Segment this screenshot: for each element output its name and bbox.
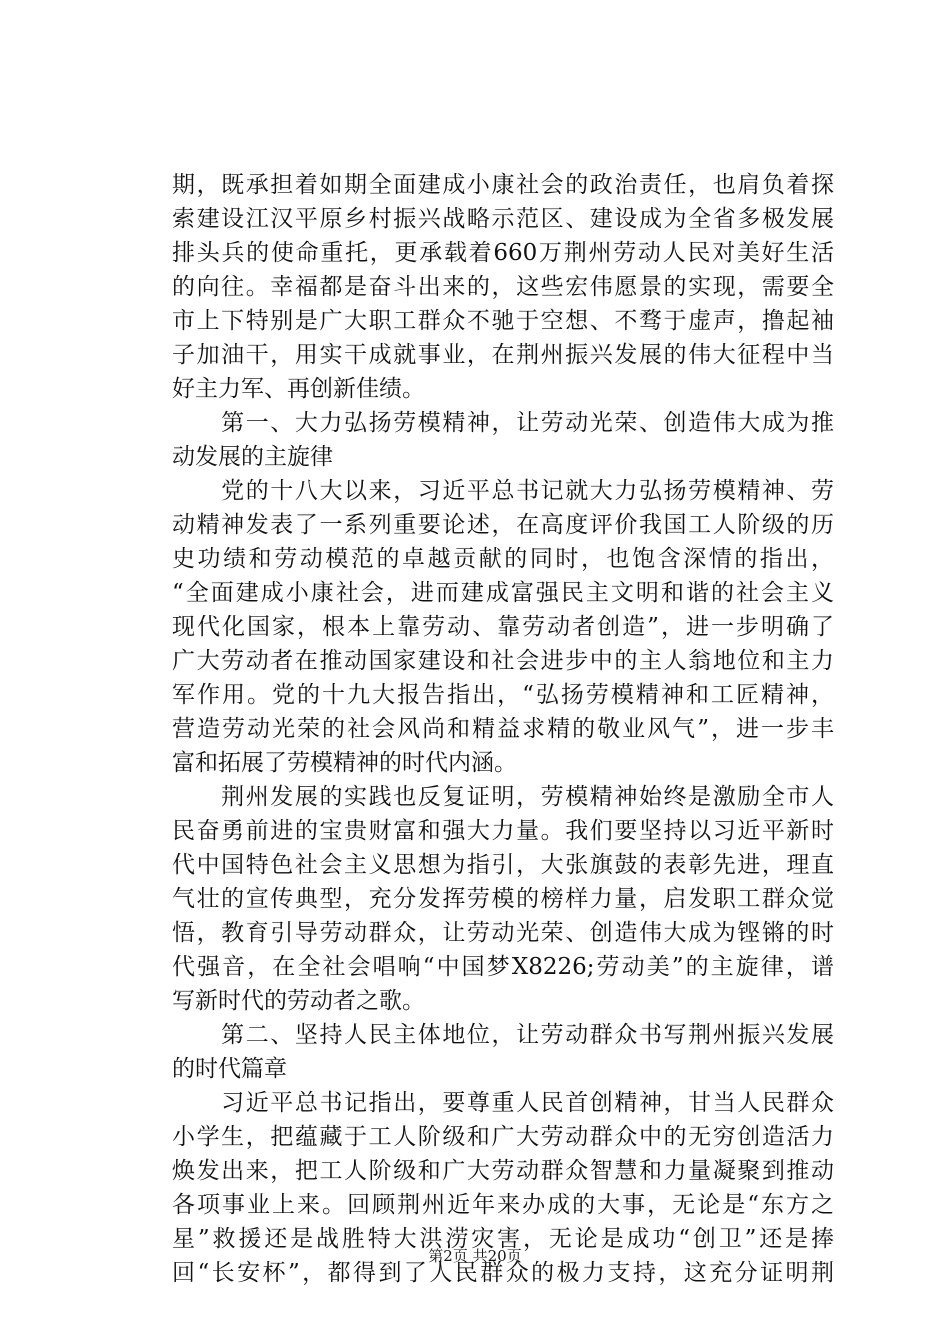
text-line: 的时代篇章 [172, 1056, 287, 1082]
text-line: 第二、坚持人民主体地位，让劳动群众书写荆州振兴发展 [172, 1022, 834, 1048]
text-line: 习近平总书记指出，要尊重人民首创精神，甘当人民群众 [172, 1090, 834, 1116]
text-line: 各项事业上来。回顾荆州近年来办成的大事，无论是“东方之 [172, 1192, 834, 1218]
text-line: 子加油干，用实干成就事业，在荆州振兴发展的伟大征程中当 [172, 342, 834, 368]
text-line: “全面建成小康社会，进而建成富强民主文明和谐的社会主义 [172, 580, 834, 606]
text-line: 动精神发表了一系列重要论述，在高度评价我国工人阶级的历 [172, 512, 834, 538]
document-body [172, 168, 834, 1290]
text-line: 小学生，把蕴藏于工人阶级和广大劳动群众中的无穷创造活力 [172, 1124, 834, 1150]
text-line: 星”救援还是战胜特大洪涝灾害，无论是成功“创卫”还是捧 [172, 1226, 834, 1252]
text-line: 现代化国家，根本上靠劳动、靠劳动者创造”，进一步明确了 [172, 614, 834, 640]
text-line: 动发展的主旋律 [172, 444, 333, 470]
text-line: 荆州发展的实践也反复证明，劳模精神始终是激励全市人 [172, 784, 834, 810]
text-line: 排头兵的使命重托，更承载着660万荆州劳动人民对美好生活 [172, 240, 834, 266]
text-line: 期，既承担着如期全面建成小康社会的政治责任，也肩负着探 [172, 172, 834, 198]
text-line: 民奋勇前进的宝贵财富和强大力量。我们要坚持以习近平新时 [172, 818, 834, 844]
text-line: 好主力军、再创新佳绩。 [172, 376, 425, 402]
text-line: 第一、大力弘扬劳模精神，让劳动光荣、创造伟大成为推 [172, 410, 834, 436]
text-line: 回“长安杯”，都得到了人民群众的极力支持，这充分证明荆 [172, 1260, 834, 1286]
text-line: 气壮的宣传典型，充分发挥劳模的榜样力量，启发职工群众觉 [172, 886, 834, 912]
text-line: 营造劳动光荣的社会风尚和精益求精的敬业风气”，进一步丰 [172, 716, 834, 742]
text-line: 代中国特色社会主义思想为指引，大张旗鼓的表彰先进，理直 [172, 852, 834, 878]
text-line: 史功绩和劳动模范的卓越贡献的同时，也饱含深情的指出， [172, 546, 834, 572]
text-line: 写新时代的劳动者之歌。 [172, 988, 425, 1014]
text-line: 党的十八大以来，习近平总书记就大力弘扬劳模精神、劳 [172, 478, 834, 504]
text-line: 军作用。党的十九大报告指出，“弘扬劳模精神和工匠精神， [172, 682, 834, 708]
text-line: 的向往。幸福都是奋斗出来的，这些宏伟愿景的实现，需要全 [172, 274, 834, 300]
text-line: 广大劳动者在推动国家建设和社会进步中的主人翁地位和主力 [172, 648, 834, 674]
text-line: 市上下特别是广大职工群众不驰于空想、不骛于虚声，撸起袖 [172, 308, 834, 334]
text-line: 索建设江汉平原乡村振兴战略示范区、建设成为全省多极发展 [172, 206, 834, 232]
text-line: 焕发出来，把工人阶级和广大劳动群众智慧和力量凝聚到推动 [172, 1158, 834, 1184]
text-line: 代强音，在全社会唱响“中国梦X8226;劳动美”的主旋律，谱 [172, 954, 834, 980]
page-footer: 第2页 共20页 [428, 1247, 522, 1265]
text-line: 富和拓展了劳模精神的时代内涵。 [172, 750, 517, 776]
text-line: 悟，教育引导劳动群众，让劳动光荣、创造伟大成为铿锵的时 [172, 920, 834, 946]
